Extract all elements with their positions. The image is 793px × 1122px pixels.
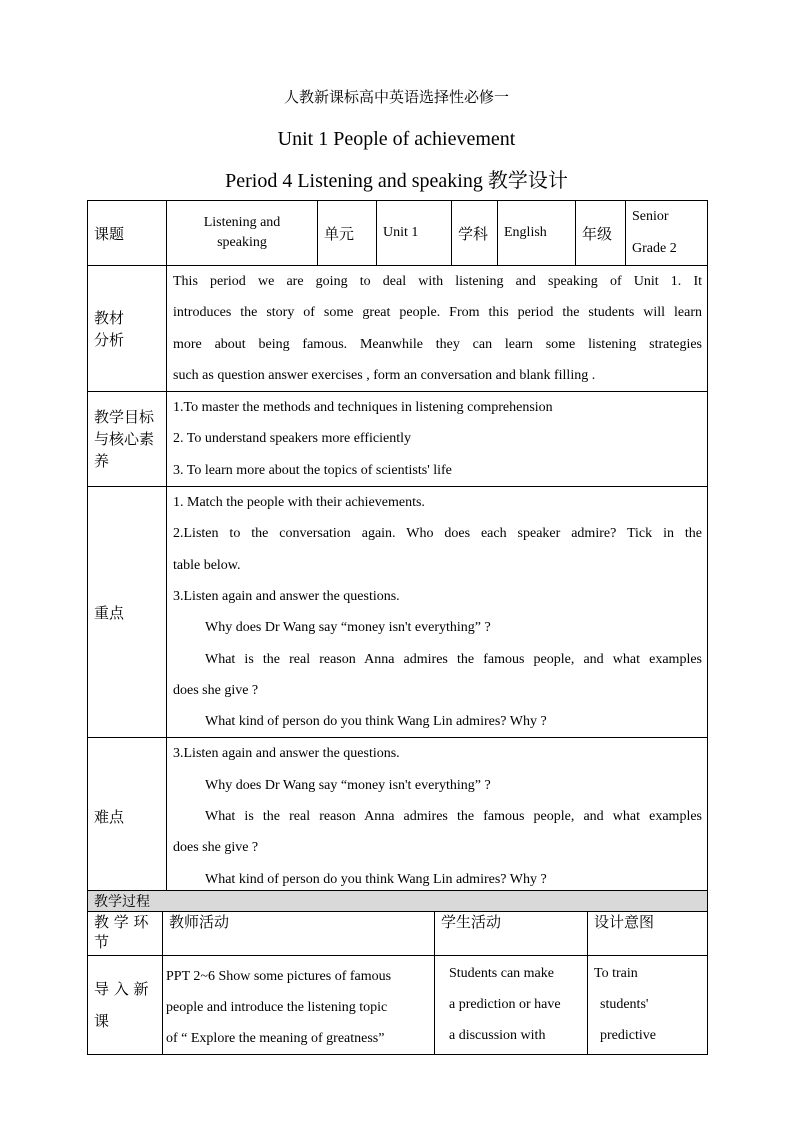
document-title-chinese: 人教新课标高中英语选择性必修一 [283,88,509,106]
topic-value: Listening and speaking [167,201,318,266]
topic-label: 课题 [88,201,167,266]
analysis-label: 教材 分析 [88,266,167,392]
objectives-text: 1.To master the methods and techniques in listening comprehension 2. To understand speakers more efficiently 3. To learn more about the topics of scientists' life [167,392,708,487]
info-row [88,201,708,266]
analysis-row [88,266,708,392]
key-points-row [88,487,708,738]
objectives-row [88,392,708,487]
step-intro: 导 入 新 课 [88,956,163,1055]
objectives-label: 教学目标 与核心素 养 [88,392,167,487]
grade-value: Senior Grade 2 [626,201,708,266]
teaching-process-table [87,890,708,1055]
process-section-row [88,891,708,912]
subject-value: English [498,201,576,266]
document-title-unit: Unit 1 People of achievement [277,128,516,150]
step-column-header: 教 学 环 节 [88,912,163,956]
intent-intro: To train students' predictive [588,956,708,1055]
difficulties-label: 难点 [88,738,167,895]
difficulties-text: 3.Listen again and answer the questions. Why does Dr Wang say “money isn't everything” ? What is the real reason Anna admires the famous people, and what examples does she give ? What kind of person do you think Wang Lin admires? Why ? [167,738,708,895]
teacher-activity-intro: PPT 2~6 Show some pictures of famous people and introduce the listening topic of “ Explore the meaning of greatness” [163,956,435,1055]
key-points-text: 1. Match the people with their achievements. 2.Listen to the conversation again. Who does each speaker admire? Tick in the table below. 3.Listen again and answer the questions. Why does Dr Wang say “money isn't everything” ? What is the real reason Anna admires the famous people, and what examples does she give ? What kind of person do you think Wang Lin admires? Why ? [167,487,708,738]
process-section-label: 教学过程 [88,891,708,912]
student-activity-intro: Students can make a prediction or have a discussion with [435,956,588,1055]
intent-column-header: 设计意图 [588,912,708,956]
analysis-text: This period we are going to deal with listening and speaking of Unit 1. It introduces the story of some great people. From this period the students will learn more about being famous. Meanwhile they can learn some listening strategies such as question answer exercises , form an conversation and blank filling . [167,266,708,392]
student-column-header: 学生活动 [435,912,588,956]
lesson-info-table [87,200,708,896]
grade-label: 年级 [576,201,626,266]
process-row-intro [88,956,708,1055]
key-points-label: 重点 [88,487,167,738]
unit-label: 单元 [318,201,377,266]
difficulties-row [88,738,708,895]
document-title-period: Period 4 Listening and speaking 教学设计 [225,170,568,192]
teacher-column-header: 教师活动 [163,912,435,956]
unit-value: Unit 1 [377,201,452,266]
process-header-row [88,912,708,956]
subject-label: 学科 [452,201,498,266]
